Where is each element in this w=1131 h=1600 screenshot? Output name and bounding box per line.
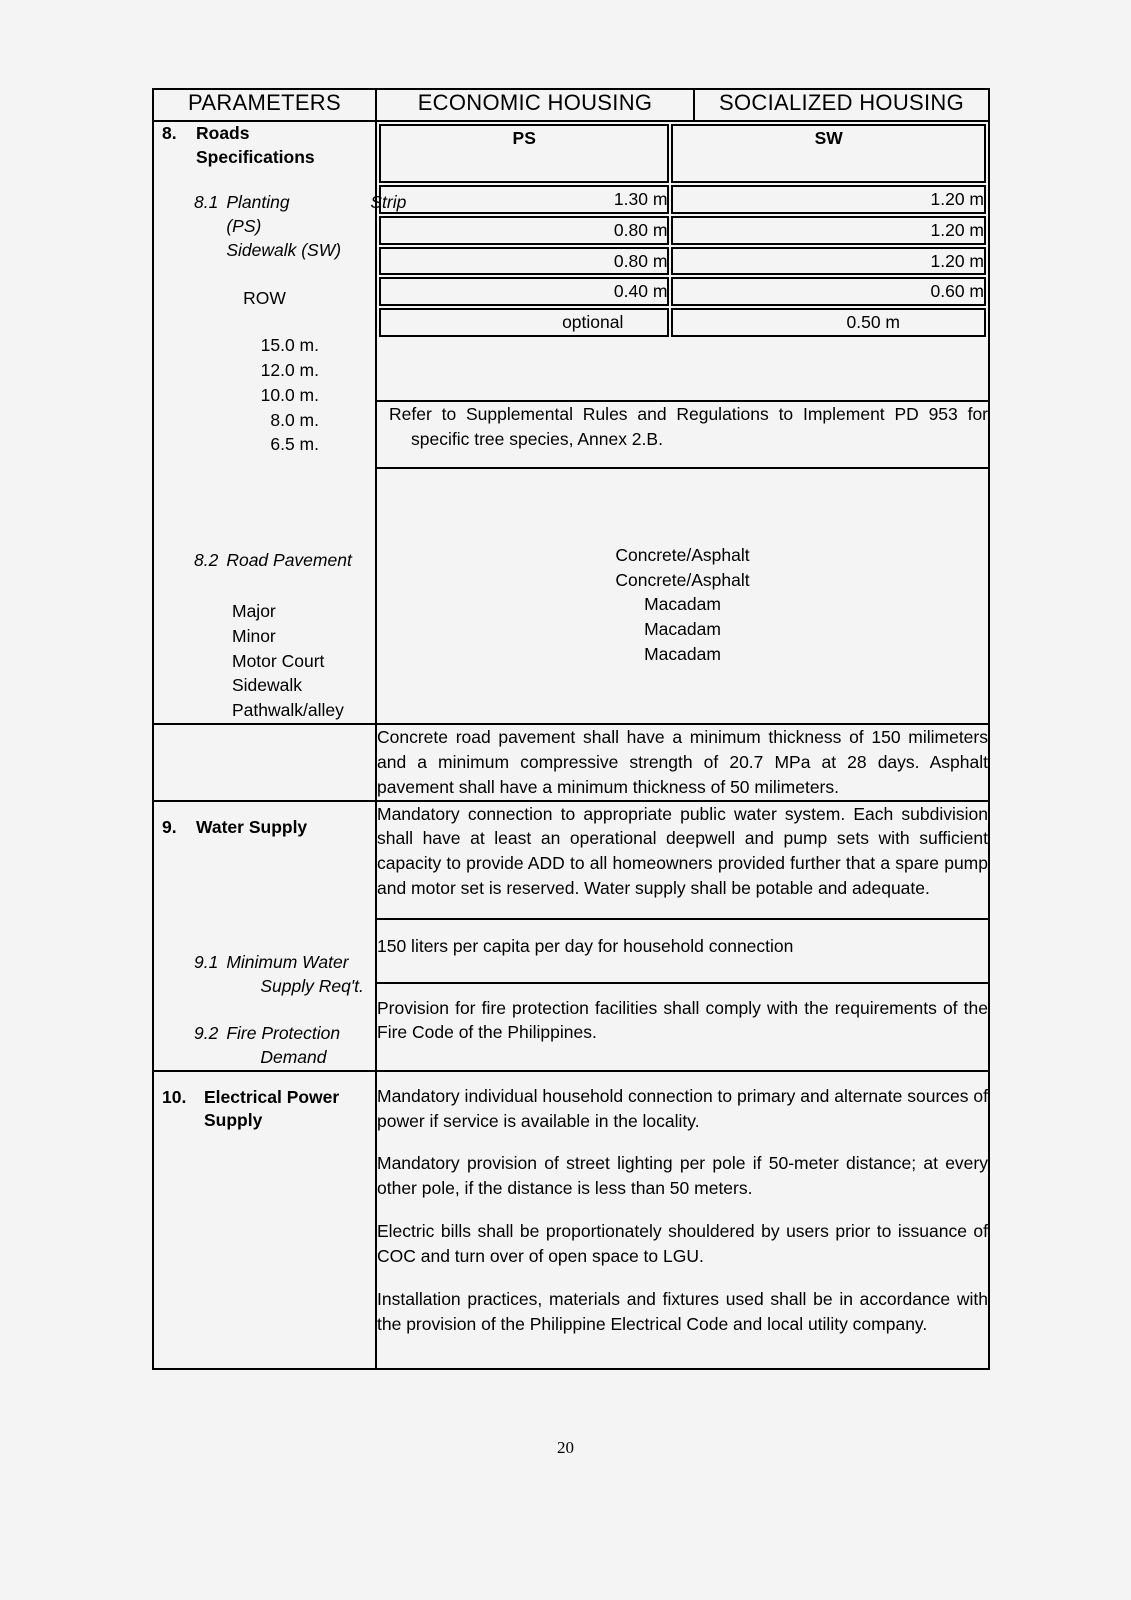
section-9-1-title-line1: Minimum Water [226, 952, 349, 973]
cell-roads-specifications-label [153, 121, 407, 724]
electrical-paragraph: Mandatory provision of street lighting per pole if 50-meter distance; at every other pole, if the distance is less than 50 meters. [377, 1153, 988, 1199]
pavement-type-item: Pathwalk/alley [232, 700, 344, 721]
cell-electrical-power-description [376, 1071, 989, 1370]
pavement-value-item: Concrete/Asphalt [615, 544, 750, 565]
cell-tree-species-note [376, 401, 989, 467]
ps-value: 0.80 m [379, 247, 669, 276]
table-row-water-supply [153, 801, 989, 919]
pavement-type-item: Minor [232, 625, 276, 646]
ps-sw-row [379, 277, 986, 306]
concrete-pavement-note-text: Concrete road pavement shall have a minimum thickness of 150 milimeters and a minimum compressive strength of 20.7 MPa at 28 days. Asphalt pavement shall have a minimum thickness of 50 milimeters. [377, 727, 988, 797]
sw-value: 0.60 m [671, 277, 986, 306]
cell-pavement-values [376, 468, 989, 724]
section-9-number: 9. [162, 816, 177, 837]
section-8-1-title-planting: Planting [226, 192, 290, 213]
ps-sw-values-table [377, 122, 988, 339]
section-8-2-heading [154, 549, 375, 573]
ps-value: 1.30 m [379, 185, 669, 214]
table-header-row [153, 89, 989, 121]
sw-value: 1.20 m [671, 216, 986, 245]
pavement-type-item: Major [232, 600, 276, 621]
section-8-heading [154, 122, 375, 169]
section-8-title: Roads Specifications [196, 123, 315, 167]
row-width-item: 6.5 m. [270, 434, 319, 455]
pavement-type-list [154, 599, 375, 723]
row-width-item: 10.0 m. [260, 384, 319, 405]
column-header-economic-housing: ECONOMIC HOUSING [376, 89, 694, 121]
pavement-type-item: Sidewalk [232, 675, 303, 696]
section-10-title: Electrical Power Supply [204, 1086, 340, 1131]
housing-parameters-table [152, 88, 990, 1370]
table-row-concrete-pavement-note [153, 724, 989, 801]
row-width-item: 15.0 m. [260, 334, 319, 355]
sw-value: 0.50 m [671, 308, 986, 337]
row-width-item: 12.0 m. [260, 359, 319, 380]
cell-water-supply-label [153, 801, 376, 1071]
ps-sw-row [379, 216, 986, 245]
row-label-header: ROW [243, 288, 286, 309]
cell-planting-strip-sidewalk-values [376, 121, 989, 401]
pavement-value-item: Macadam [644, 644, 721, 665]
pavement-value-list [377, 543, 988, 667]
sw-value: 1.20 m [671, 247, 986, 276]
cell-fire-protection-value [376, 983, 989, 1071]
electrical-paragraph: Mandatory individual household connection to primary and alternate sources of power if service is available in the locality. [377, 1085, 988, 1131]
section-8-1-title-strip: Strip [370, 192, 407, 213]
cell-concrete-pavement-note [376, 724, 989, 801]
row-width-list [154, 333, 375, 457]
section-10-number: 10. [162, 1086, 187, 1107]
column-header-parameters: PARAMETERS [153, 89, 376, 121]
cell-electrical-power-label [153, 1071, 376, 1370]
table-row-section-8-1 [153, 121, 989, 401]
section-9-1-title-line2: Supply Req't. [260, 975, 364, 996]
ps-sw-header-row [379, 124, 986, 183]
ps-value: optional [379, 308, 669, 337]
section-8-1-heading [154, 191, 407, 262]
cell-empty-parameters-pavement [153, 724, 376, 801]
section-9-1-heading [154, 951, 375, 998]
section-9-2-title-line2: Demand [260, 1047, 327, 1068]
cell-water-supply-description [376, 801, 989, 919]
page-number: 20 [557, 1438, 574, 1457]
table-row-electrical-power [153, 1071, 989, 1370]
electrical-paragraph: Installation practices, materials and fixtures used shall be in accordance with the provision of the Philippine Electrical Code and local utility company. [377, 1288, 988, 1334]
section-8-1-title-ps: (PS) [226, 215, 262, 236]
ps-column-header: PS [379, 124, 669, 183]
pavement-value-item: Concrete/Asphalt [615, 569, 750, 590]
section-8-1-title-sidewalk: Sidewalk (SW) [226, 239, 342, 260]
section-8-1-number: 8.1 [194, 192, 219, 213]
sw-value: 1.20 m [671, 185, 986, 214]
tree-species-note-text: Refer to Supplemental Rules and Regulations to Implement PD 953 for specific tree species, Annex 2.B. [389, 404, 988, 450]
row-width-item: 8.0 m. [270, 409, 319, 430]
pavement-value-item: Macadam [644, 594, 721, 615]
section-9-2-heading [154, 1022, 375, 1069]
section-8-2-number: 8.2 [194, 550, 219, 571]
pavement-value-item: Macadam [644, 619, 721, 640]
column-header-socialized-housing: SOCIALIZED HOUSING [694, 89, 989, 121]
section-8-number: 8. [162, 123, 177, 143]
ps-sw-row [379, 185, 986, 214]
electrical-paragraph: Electric bills shall be proportionately shouldered by users prior to issuance of COC and turn over of open space to LGU. [377, 1221, 988, 1266]
section-9-heading [154, 816, 375, 840]
sw-column-header: SW [671, 124, 986, 183]
fire-protection-text: Provision for fire protection facilities shall comply with the requirements of the Fire Code of the Philippines. [377, 997, 988, 1043]
ps-value: 0.40 m [379, 277, 669, 306]
water-supply-description-text: Mandatory connection to appropriate public water system. Each subdivision shall have at least an operational deepwell and pump sets with sufficient capacity to provide ADD to all homeowners provided further that a spare pump and motor set is reserved. Water supply shall be potable and adequate. [377, 803, 988, 899]
ps-sw-row [379, 308, 986, 337]
minimum-water-supply-text: 150 liters per capita per day for household connection [377, 935, 794, 956]
ps-sw-row [379, 247, 986, 276]
section-9-title: Water Supply [196, 816, 308, 837]
section-9-2-number: 9.2 [194, 1023, 219, 1044]
section-10-heading [154, 1086, 375, 1133]
section-9-1-number: 9.1 [194, 952, 219, 973]
ps-value: 0.80 m [379, 216, 669, 245]
section-8-2-title: Road Pavement [226, 550, 352, 571]
cell-minimum-water-supply-value [376, 919, 989, 983]
section-9-2-title-line1: Fire Protection [226, 1023, 341, 1044]
pavement-type-item: Motor Court [232, 650, 325, 671]
